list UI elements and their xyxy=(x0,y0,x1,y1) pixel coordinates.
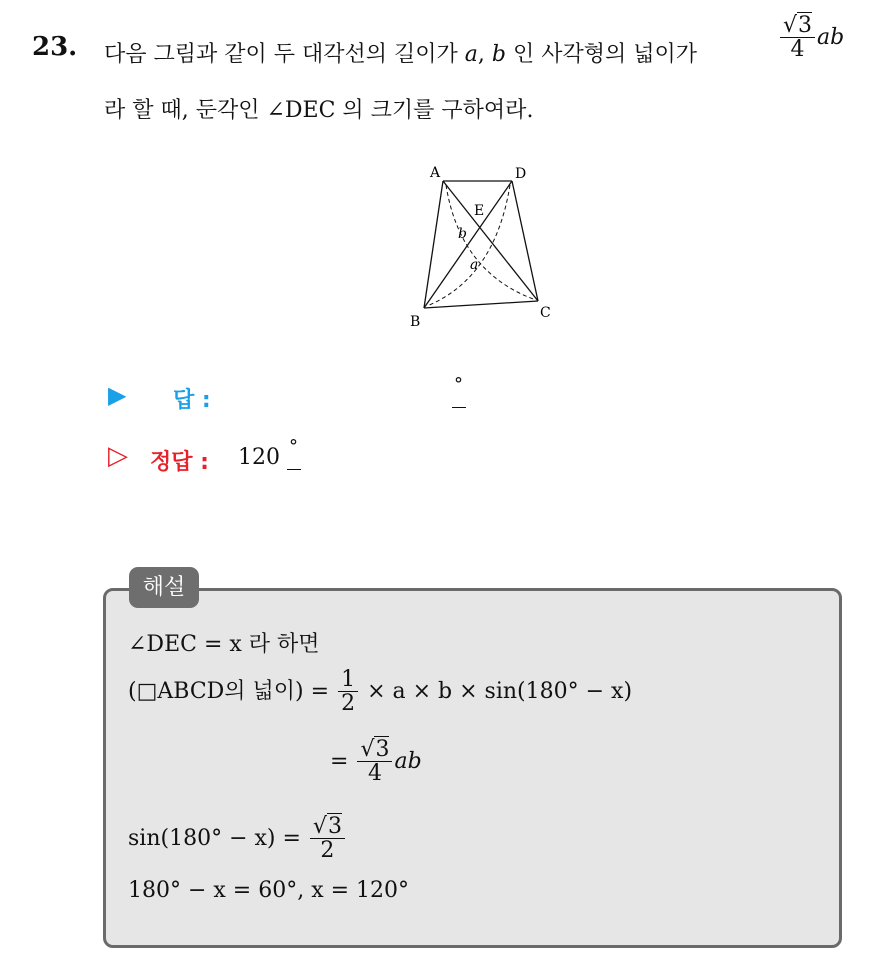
label-b-vertex: B xyxy=(410,314,421,330)
solution-line-4-num: 3 xyxy=(327,814,342,839)
answer-marker-icon: ▶ xyxy=(108,381,127,409)
solution-line-4: sin(180° − x) = $\frac{√3}{2}$ xyxy=(128,815,347,863)
question-line-1 xyxy=(104,37,697,68)
var-b: b xyxy=(491,42,506,67)
question-number: 23. xyxy=(32,32,78,62)
solution-line-3-ab: ab xyxy=(394,749,422,775)
label-a-length: a xyxy=(470,257,479,273)
correct-value: 120 xyxy=(238,445,280,470)
correct-marker-icon: ▷ xyxy=(108,441,128,471)
question-fraction: $\frac{√3}{4}$ ab xyxy=(778,14,844,62)
solution-line-2-left: (□ABCD의 넓이) = xyxy=(128,679,330,705)
solution-line-3-den: 4 xyxy=(367,761,382,787)
label-e-point: E xyxy=(474,203,485,219)
label-d-vertex: D xyxy=(515,166,527,182)
solution-tag: 해설 xyxy=(129,567,199,608)
label-b-length: b xyxy=(458,226,467,242)
solution-line-5: 180° − x = 60°, x = 120° xyxy=(128,878,410,903)
question-text-1-rest: 인 사각형의 넓이가 xyxy=(512,42,697,67)
comma: , xyxy=(477,42,485,67)
quadrilateral-figure xyxy=(400,158,570,333)
answer-label: 답 : xyxy=(173,388,211,413)
solution-line-3-num: 3 xyxy=(375,737,390,762)
solution-line-2 xyxy=(128,668,632,716)
solution-line-2-right: × a × b × sin(180° − x) xyxy=(367,679,633,705)
question-line-2: 라 할 때, 둔각인 ∠DEC 의 크기를 구하여라. xyxy=(104,98,534,123)
solution-line-2-den: 2 xyxy=(341,691,356,717)
frac-den: 4 xyxy=(790,37,805,63)
solution-line-4-den: 2 xyxy=(320,838,335,864)
label-a-vertex: A xyxy=(430,165,441,181)
var-ab: ab xyxy=(817,25,845,51)
solution-line-3-eq: = xyxy=(330,749,349,775)
correct-label: 정답 : xyxy=(150,450,209,475)
frac-num: 3 xyxy=(798,13,813,38)
solution-line-4-left: sin(180° − x) = xyxy=(128,826,301,852)
question-text-1: 다음 그림과 같이 두 대각선의 길이가 xyxy=(104,42,458,67)
correct-unit: ° xyxy=(289,436,298,457)
solution-line-2-num: 1 xyxy=(338,668,358,692)
answer-unit: ° xyxy=(454,374,463,395)
var-a: a xyxy=(464,42,478,67)
solution-line-3: = $\frac{√3}{4}$ ab xyxy=(330,737,422,787)
solution-line-1: ∠DEC = x 라 하면 xyxy=(128,632,320,657)
label-c-vertex: C xyxy=(540,305,551,321)
